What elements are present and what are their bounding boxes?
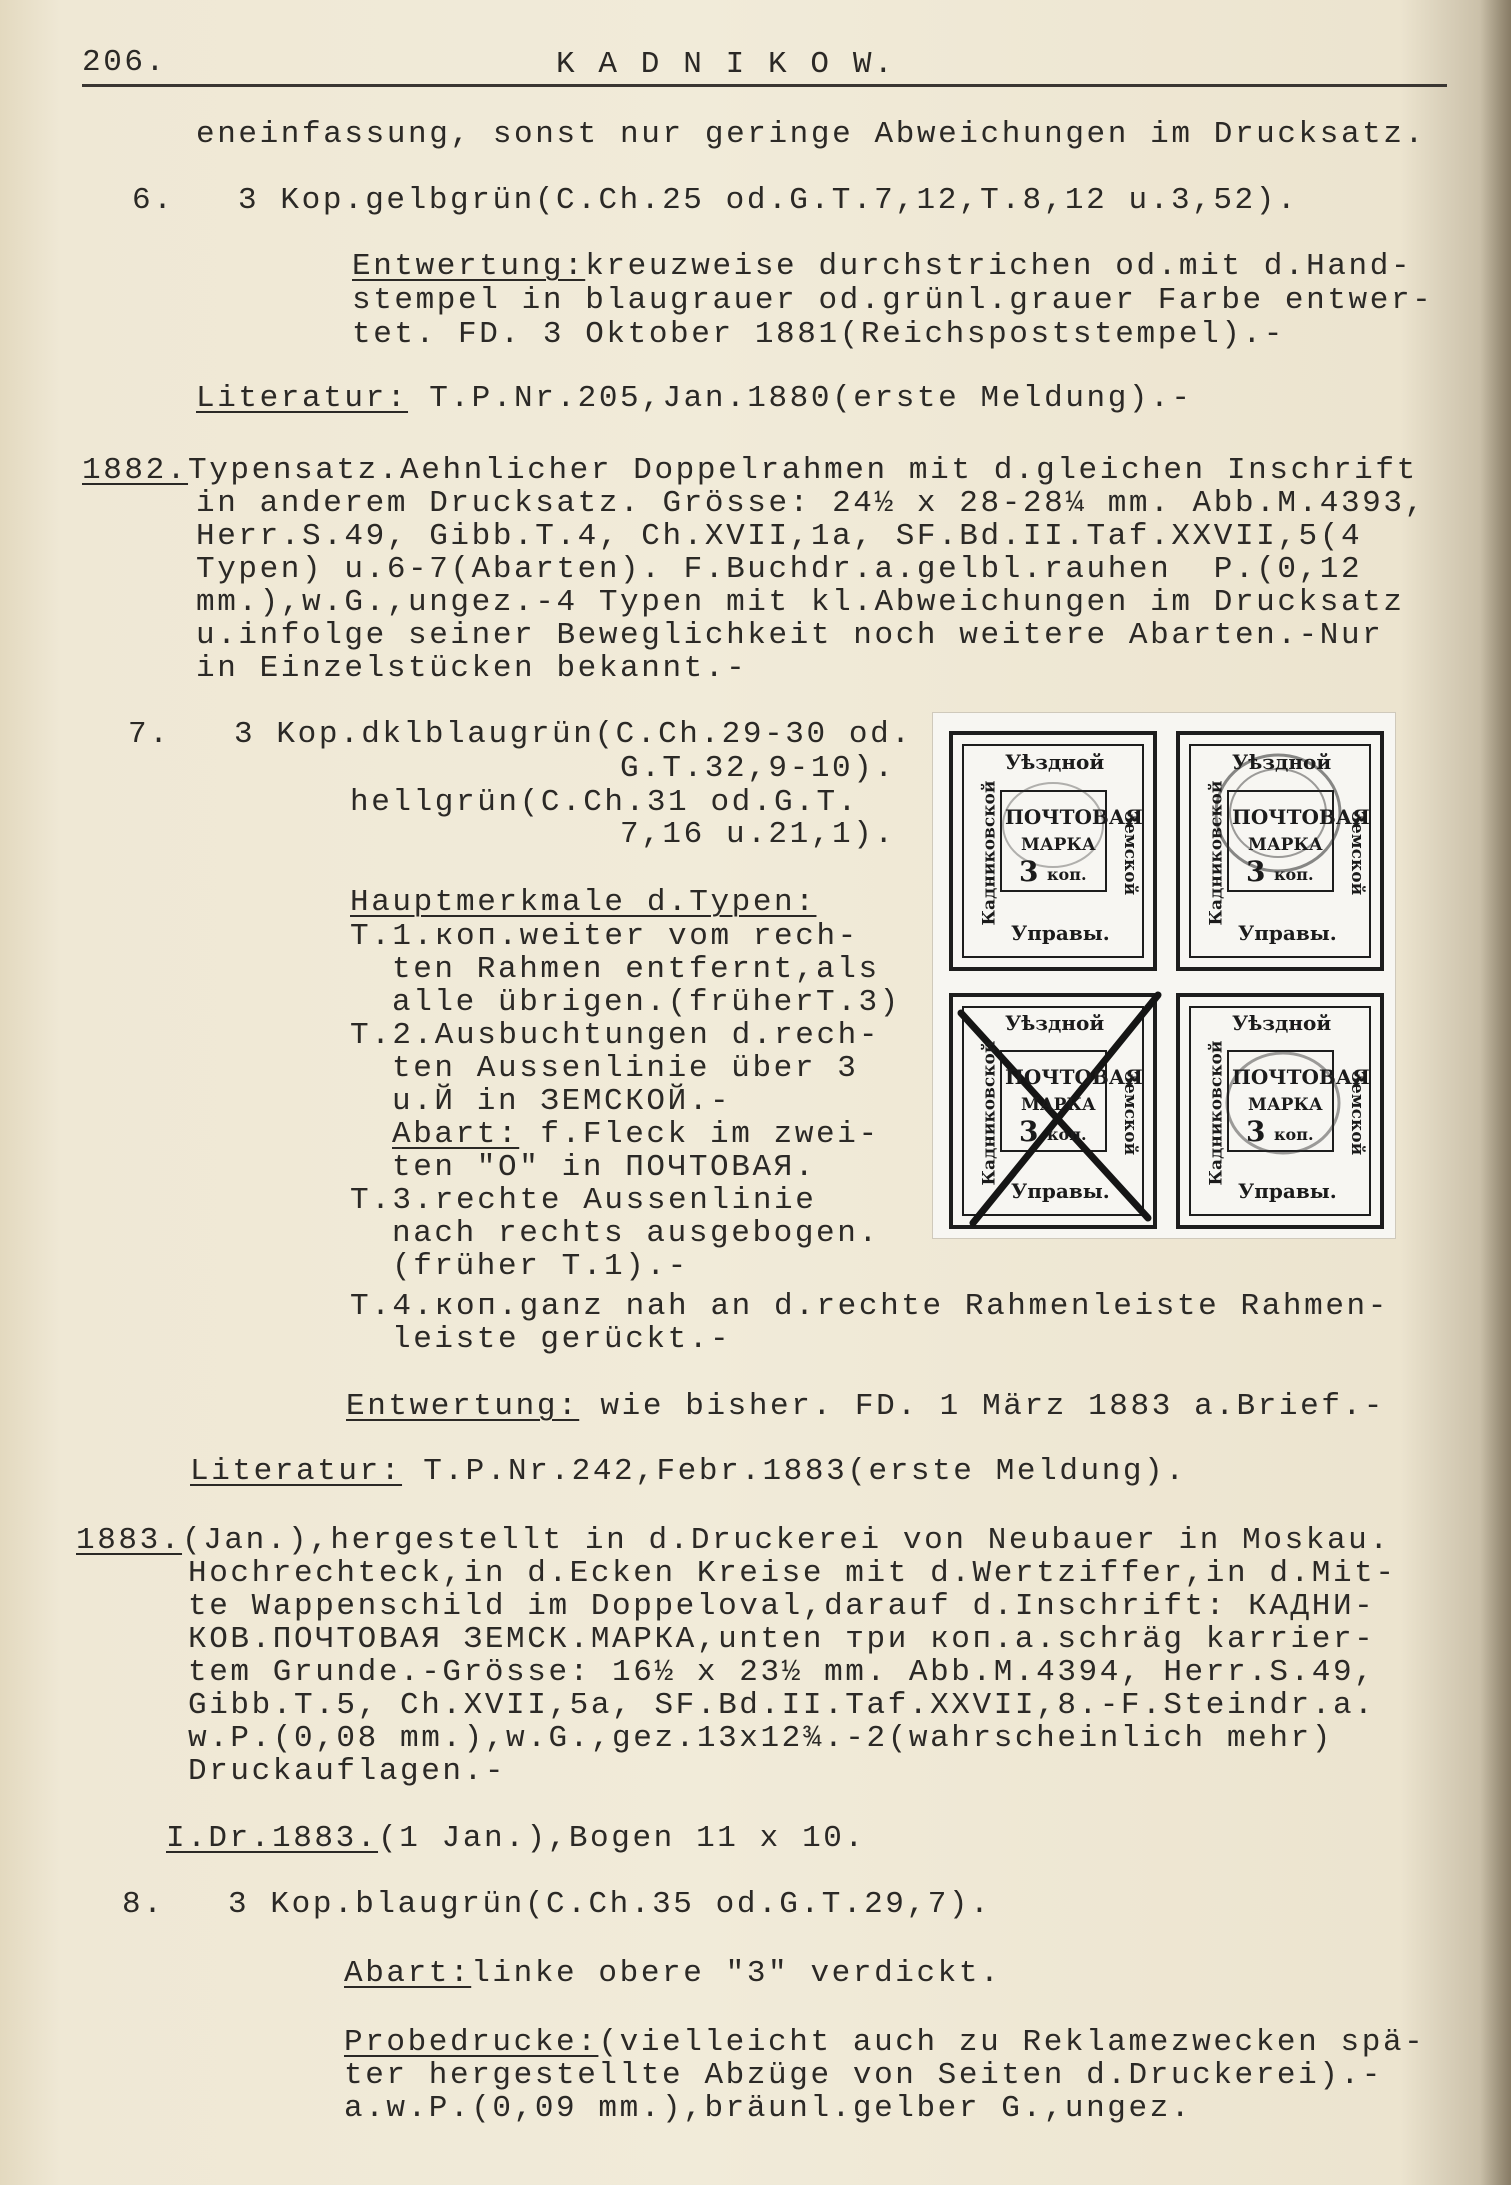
text-line: Hochrechteck,in d.Ecken Kreise mit d.Wertziffer,in d.Mit- xyxy=(188,1556,1397,1591)
entwertung-label: Entwertung: xyxy=(352,249,586,284)
text-line: leiste gerückt.- xyxy=(392,1322,732,1357)
stamp-bottom-text: Управы. xyxy=(1238,1179,1337,1203)
stamp-block-drawing xyxy=(933,713,1395,1238)
literatur-label: Literatur: xyxy=(196,381,409,416)
text-line xyxy=(392,1118,880,1152)
literatur-text: T.P.Nr.205,Jan.1880(erste Meldung).- xyxy=(408,381,1193,416)
text-line xyxy=(190,1455,1187,1489)
stamp-left-text: Кадниковской xyxy=(979,1040,1000,1186)
text-line: in Einzelstücken bekannt.- xyxy=(196,651,748,686)
literatur-text: T.P.Nr.242,Febr.1883(erste Meldung). xyxy=(402,1454,1187,1489)
text-line: in anderem Drucksatz. Grösse: 24½ x 28-28¼ mm. Abb.M.4393, xyxy=(196,486,1426,521)
stamp-center-text: ПОЧТОВАЯ xyxy=(1232,805,1370,829)
text-line: stempel in blaugrauer od.grünl.grauer Farbe entwer- xyxy=(352,283,1434,318)
entwertung-label: Entwertung: xyxy=(346,1389,580,1424)
abart-label: Abart: xyxy=(344,1956,472,1991)
stamp-right-text: Земской xyxy=(1120,1070,1141,1156)
druckauflage-text: (1 Jan.),Bogen 11 x 10. xyxy=(378,1821,866,1856)
text-line xyxy=(344,1957,1001,1991)
text-line: eneinfassung, sonst nur geringe Abweichungen im Drucksatz. xyxy=(196,117,1426,152)
text-line: T.3.rechte Aussenlinie xyxy=(350,1183,817,1218)
text-line: ten Aussenlinie über 3 xyxy=(392,1051,859,1086)
year-1883: 1883. xyxy=(76,1523,183,1558)
page-number: 206. xyxy=(82,45,167,80)
text-line xyxy=(82,454,1418,488)
stamp-value: 3 xyxy=(1246,1115,1266,1148)
stamp-left-text: Кадниковской xyxy=(979,780,1000,926)
entry-8-title: 8. 3 Kop.blaugrün(C.Ch.35 od.G.T.29,7). xyxy=(122,1887,992,1922)
text-line: 7,16 u.21,1). xyxy=(620,817,896,852)
text-line: mm.),w.G.,ungez.-4 Typen mit kl.Abweichungen im Drucksatz xyxy=(196,585,1405,620)
stamp-right-text: Земской xyxy=(1347,1070,1368,1156)
entwertung-text: kreuzweise durchstrichen od.mit d.Hand- xyxy=(585,249,1413,284)
stamp-right-text: Земской xyxy=(1347,810,1368,896)
text-line: КОВ.ПОЧТОВАЯ ЗЕМСК.МАРКА,unten три коп.a.schräg karrier- xyxy=(188,1622,1376,1657)
stamp-value: 3 xyxy=(1246,855,1266,888)
probedrucke-label: Probedrucke: xyxy=(344,2025,599,2060)
stamp-bottom-text: Управы. xyxy=(1011,1179,1110,1203)
stamp-value: 3 xyxy=(1019,1115,1039,1148)
stamp-value-unit: коп. xyxy=(1047,1125,1087,1144)
text-line: nach rechts ausgebogen. xyxy=(392,1216,880,1251)
stamp-center-text-2: МАРКА xyxy=(1021,1095,1096,1115)
stamp-center-text-2: МАРКА xyxy=(1248,1095,1323,1115)
stamp-top-text: Уѣздной xyxy=(1232,750,1332,774)
text-line: hellgrün(C.Ch.31 od.G.T. xyxy=(350,785,859,820)
text-line: Gibb.T.5, Ch.XVII,5a, SF.Bd.II.Taf.XXVII,8.-F.Steindr.a. xyxy=(188,1688,1376,1723)
text-line: T.1.коп.weiter vom rech- xyxy=(350,919,859,954)
year-1882: 1882. xyxy=(82,453,189,488)
text-line: Herr.S.49, Gibb.T.4, Ch.XVII,1a, SF.Bd.II.Taf.XXVII,5(4 xyxy=(196,519,1363,554)
text-line: T.2.Ausbuchtungen d.rech- xyxy=(350,1018,881,1053)
stamp-right-text: Земской xyxy=(1120,810,1141,896)
stamp-top-text: Уѣздной xyxy=(1005,750,1105,774)
page-title: K A D N I K O W. xyxy=(556,47,896,82)
text-line: te Wappenschild im Doppeloval,darauf d.Inschrift: КАДНИ- xyxy=(188,1589,1376,1624)
text-line: w.P.(0,08 mm.),w.G.,gez.13x12¾.-2(wahrscheinlich mehr) xyxy=(188,1721,1333,1756)
druckauflage-label: I.Dr.1883. xyxy=(166,1821,379,1856)
text-line: u.infolge seiner Beweglichkeit noch weitere Abarten.-Nur xyxy=(196,618,1384,653)
section-1882-intro: Typensatz.Aehnlicher Doppelrahmen mit d.gleichen Inschrift xyxy=(188,453,1418,488)
text-line: Druckauflagen.- xyxy=(188,1754,507,1789)
text-line: ter hergestellte Abzüge von Seiten d.Druckerei).- xyxy=(344,2058,1383,2093)
section-1883-intro: (Jan.),hergestellt in d.Druckerei von Neubauer in Moskau. xyxy=(182,1523,1391,1558)
text-line: ten Rahmen entfernt,als xyxy=(392,952,880,987)
text-line: tet. FD. 3 Oktober 1881(Reichspoststempel).- xyxy=(352,317,1285,352)
stamp-bottom-text: Управы. xyxy=(1011,921,1110,945)
text-line: (früher T.1).- xyxy=(392,1249,689,1284)
text-line xyxy=(344,2026,1425,2060)
stamp-top-text: Уѣздной xyxy=(1232,1011,1332,1035)
text-line: tem Grunde.-Grösse: 16½ x 23½ mm. Abb.M.4394, Herr.S.49, xyxy=(188,1655,1376,1690)
text-line xyxy=(76,1524,1391,1558)
literatur-label: Literatur: xyxy=(190,1454,403,1489)
text-line: T.4.коп.ganz nah an d.rechte Rahmenleiste Rahmen- xyxy=(350,1289,1389,1324)
stamp-center-text: ПОЧТОВАЯ xyxy=(1232,1065,1370,1089)
stamp-block-photo xyxy=(932,712,1396,1239)
text-line: u.Й in ЗЕМСКОЙ.- xyxy=(392,1084,732,1119)
text-line xyxy=(352,250,1412,284)
book-spine-shadow xyxy=(1480,0,1511,2185)
abart-label: Abart: xyxy=(392,1117,520,1152)
entry-7-title: 7. 3 Kop.dklblaugrün(C.Ch.29-30 od. xyxy=(128,717,913,752)
stamp-left-text: Кадниковской xyxy=(1206,1040,1227,1186)
typen-heading: Hauptmerkmale d.Typen: xyxy=(350,885,817,920)
text-line xyxy=(346,1390,1385,1424)
text-line: alle übrigen.(früherT.3) xyxy=(392,985,901,1020)
text-line: G.T.32,9-10). xyxy=(620,751,896,786)
stamp-left-text: Кадниковской xyxy=(1206,780,1227,926)
entry-6-title: 6. 3 Kop.gelbgrün(C.Ch.25 od.G.T.7,12,T.8,12 u.3,52). xyxy=(132,183,1299,218)
stamp-center-text: ПОЧТОВАЯ xyxy=(1005,805,1143,829)
stamp-value-unit: коп. xyxy=(1274,865,1314,884)
probedrucke-text: (vielleicht auch zu Reklamezwecken spä- xyxy=(598,2025,1426,2060)
stamp-bottom-text: Управы. xyxy=(1238,921,1337,945)
text-line: a.w.P.(0,09 mm.),bräunl.gelber G.,ungez. xyxy=(344,2091,1193,2126)
entwertung-text: wie bisher. FD. 1 März 1883 a.Brief.- xyxy=(579,1389,1385,1424)
stamp-value-unit: коп. xyxy=(1274,1125,1314,1144)
text-line xyxy=(196,382,1193,416)
stamp-value: 3 xyxy=(1019,855,1039,888)
stamp-center-text-2: МАРКА xyxy=(1021,835,1096,855)
text-line xyxy=(166,1822,866,1856)
stamp-center-text-2: МАРКА xyxy=(1248,835,1323,855)
abart-text: f.Fleck im zwei- xyxy=(519,1117,880,1152)
stamp-center-text: ПОЧТОВАЯ xyxy=(1005,1065,1143,1089)
stamp-top-text: Уѣздной xyxy=(1005,1011,1105,1035)
stamp-value-unit: коп. xyxy=(1047,865,1087,884)
text-line: ten "O" in ПОЧТОВАЯ. xyxy=(392,1150,817,1185)
text-line: Typen) u.6-7(Abarten). F.Buchdr.a.gelbl.rauhen P.(0,12 xyxy=(196,552,1363,587)
header-rule xyxy=(82,84,1447,87)
abart-text: linke obere "3" verdickt. xyxy=(471,1956,1002,1991)
